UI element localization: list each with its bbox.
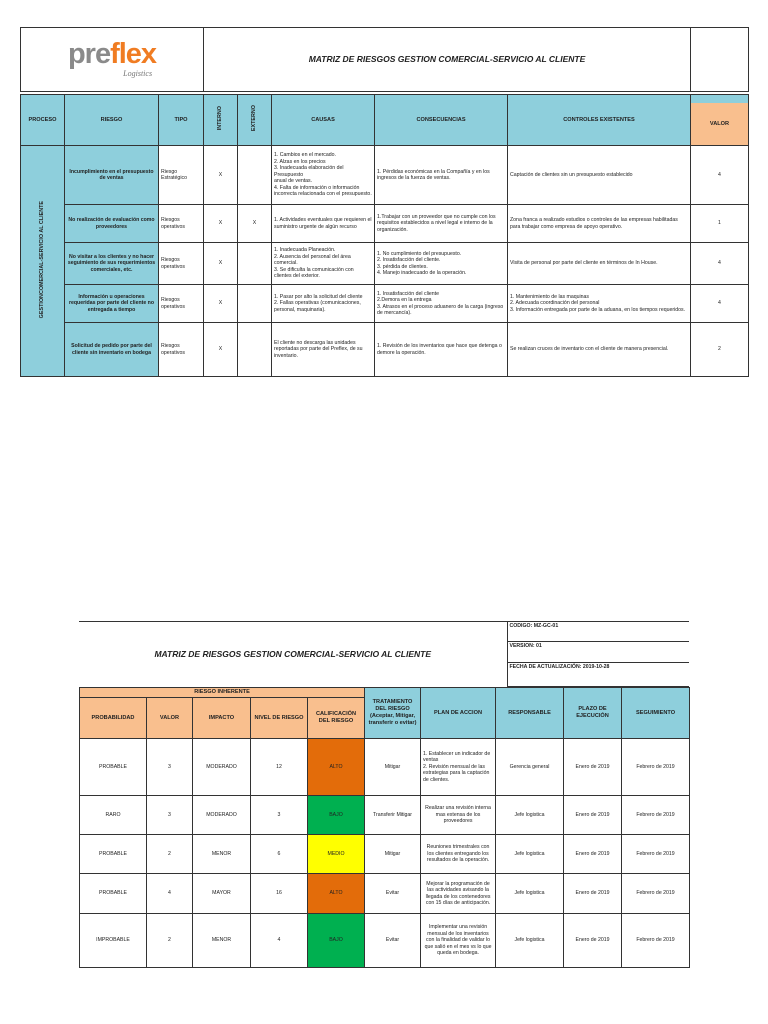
impacto-cell: MENOR — [193, 835, 251, 874]
header-consecuencias: CONSECUENCIAS — [375, 95, 508, 146]
plan-cell: 1. Establecer un indicador de ventas 2. Revisión mensual de las estrategias para la captación de clientes. — [421, 739, 496, 796]
consecuencias-cell: 1. Pérdidas económicas en la Compañía y en los ingresos de la fuerza de ventas. — [375, 146, 508, 205]
impacto-cell: MENOR — [193, 914, 251, 968]
tipo-cell: Riesgos operativos — [159, 323, 204, 377]
risk-table-2 — [79, 687, 690, 968]
controles-cell: Se realizan cruces de inventario con el cliente de manera presencial. — [508, 323, 691, 377]
externo-cell: X — [238, 205, 272, 243]
valor-cell: 2 — [147, 914, 193, 968]
externo-cell — [238, 323, 272, 377]
logo-cell — [21, 28, 204, 92]
nivel-cell: 3 — [251, 796, 308, 835]
seguimiento-cell: Febrero de 2019 — [622, 739, 690, 796]
probabilidad-cell: PROBABLE — [80, 835, 147, 874]
codigo-cell: CODIGO: MZ-GC-01 — [507, 622, 689, 642]
fecha-cell: FECHA DE ACTUALIZACIÓN: 2019-10-28 — [507, 663, 689, 687]
table-row — [21, 146, 749, 205]
impacto-cell: MODERADO — [193, 739, 251, 796]
header-tratamiento: TRATAMIENTO DEL RIESGO (Aceptar, Mitigar, transferir o evitar) — [365, 688, 421, 739]
valor-cell: 2 — [147, 835, 193, 874]
header-valor-label: VALOR — [691, 103, 748, 145]
header-probabilidad: PROBABILIDAD — [80, 698, 147, 739]
consecuencias-cell: 1.Trabajar con un proveedor que no cumple con los requisitos establecidos a nivel legal e interno de la organización. — [375, 205, 508, 243]
plazo-cell: Enero de 2019 — [564, 874, 622, 914]
header-causas: CAUSAS — [272, 95, 375, 146]
table-row — [80, 914, 690, 968]
plan-cell: Reuniones trimestrales con los clientes entregando los resultados de la operación. — [421, 835, 496, 874]
riesgo-cell: Solicitud de pedido por parte del cliente sin inventario en bodega — [65, 323, 159, 377]
second-header-table — [79, 621, 689, 687]
interno-cell: X — [204, 243, 238, 285]
header-tipo: TIPO — [159, 95, 204, 146]
header-interno — [204, 95, 238, 146]
calificacion-cell: ALTO — [308, 874, 365, 914]
tipo-cell: Riesgos operativos — [159, 285, 204, 323]
tratamiento-cell: Evitar — [365, 874, 421, 914]
calificacion-cell: MEDIO — [308, 835, 365, 874]
tratamiento-cell: Evitar — [365, 914, 421, 968]
valor-cell: 2 — [691, 323, 749, 377]
valor-cell: 4 — [147, 874, 193, 914]
plan-cell: Realizar una revisión interna mas extensa de los proveedores — [421, 796, 496, 835]
logo-subtitle: Logistics — [123, 69, 153, 78]
valor-cell: 3 — [147, 796, 193, 835]
responsable-cell: Gerencia general — [496, 739, 564, 796]
top-header-table — [20, 27, 749, 92]
nivel-cell: 4 — [251, 914, 308, 968]
table-row — [21, 323, 749, 377]
logo-flex: flex — [110, 38, 157, 70]
header-externo — [238, 95, 272, 146]
header-valor — [691, 95, 749, 146]
controles-cell: Visita de personal por parte del cliente en términos de In House. — [508, 243, 691, 285]
causas-cell: 1. Cambios en el mercado. 2. Alzas en los precios 3. Inadecuada elaboración del Presupuesto anual de ventas. 4. Falta de información o información incorrecta relacionada con el presupuesto. — [272, 146, 375, 205]
responsable-cell: Jefe logistica — [496, 835, 564, 874]
empty-header-cell — [691, 28, 749, 92]
responsable-cell: Jefe logistica — [496, 796, 564, 835]
valor-cell: 4 — [691, 243, 749, 285]
seguimiento-cell: Febrero de 2019 — [622, 796, 690, 835]
plan-cell: Mejorar la programación de las actividades avisando la llegada de los contenedores con 15 días de anticipación. — [421, 874, 496, 914]
probabilidad-cell: IMPROBABLE — [80, 914, 147, 968]
header-plan: PLAN DE ACCION — [421, 688, 496, 739]
interno-cell: X — [204, 323, 238, 377]
controles-cell: 1. Mantenimiento de las maquinas 2. Adecuada coordinación del personal 3. Información entregada por parte de la aduana, en los tiempos requeridos. — [508, 285, 691, 323]
proceso-label: GESTIONCOMERCIAL-SERVICIO AL CLIENTE — [39, 201, 46, 319]
second-title: MATRIZ DE RIESGOS GESTION COMERCIAL-SERVICIO AL CLIENTE — [79, 622, 507, 687]
riesgo-cell: Incumplimiento en el presupuesto de ventas — [65, 146, 159, 205]
table-row — [80, 874, 690, 914]
seguimiento-cell: Febrero de 2019 — [622, 835, 690, 874]
tipo-cell: Riesgo Estratégico — [159, 146, 204, 205]
responsable-cell: Jefe logistica — [496, 914, 564, 968]
riesgo-inherente-header: RIESGO INHERENTE — [80, 688, 365, 698]
logo-pre: pre — [67, 38, 111, 70]
plazo-cell: Enero de 2019 — [564, 796, 622, 835]
proceso-cell — [21, 146, 65, 377]
calificacion-cell: BAJO — [308, 914, 365, 968]
header-interno-label: INTERNO — [217, 106, 224, 131]
nivel-cell: 12 — [251, 739, 308, 796]
table-row — [80, 796, 690, 835]
riesgo-cell: No visitar a los clientes y no hacer seguimiento de sus requerimientos comerciales, etc. — [65, 243, 159, 285]
plazo-cell: Enero de 2019 — [564, 835, 622, 874]
plazo-cell: Enero de 2019 — [564, 739, 622, 796]
risk-table-1 — [20, 94, 749, 377]
causas-cell: El cliente no descarga las unidades reportadas por parte del Preflex, de su inventario. — [272, 323, 375, 377]
header-nivel: NIVEL DE RIESGO — [251, 698, 308, 739]
tratamiento-cell: Transferir Mitigar — [365, 796, 421, 835]
plan-cell: Implementar una revisión mensual de los inventarios con la finalidad de validar lo que salió en el mes vs lo que queda en bodega. — [421, 914, 496, 968]
tratamiento-cell: Mitigar — [365, 739, 421, 796]
header-proceso: PROCESO — [21, 95, 65, 146]
causas-cell: 1. Actividades eventuales que requieren el suministro urgente de algún recurso — [272, 205, 375, 243]
consecuencias-cell: 1. No cumplimiento del presupuesto. 2. Insatisfacción del cliente. 3. pérdida de clientes. 4. Manejo inadecuado de la operación. — [375, 243, 508, 285]
interno-cell: X — [204, 285, 238, 323]
seguimiento-cell: Febrero de 2019 — [622, 874, 690, 914]
controles-cell: Captación de clientes sin un presupuesto establecido — [508, 146, 691, 205]
valor-cell: 3 — [147, 739, 193, 796]
seguimiento-cell: Febrero de 2019 — [622, 914, 690, 968]
header-valor2: VALOR — [147, 698, 193, 739]
plazo-cell: Enero de 2019 — [564, 914, 622, 968]
table-row — [80, 835, 690, 874]
tratamiento-cell: Mitigar — [365, 835, 421, 874]
externo-cell — [238, 243, 272, 285]
valor-cell: 4 — [691, 285, 749, 323]
impacto-cell: MODERADO — [193, 796, 251, 835]
header-externo-label: EXTERNO — [251, 105, 258, 132]
header-calificacion: CALIFICACIÓN DEL RIESGO — [308, 698, 365, 739]
riesgo-cell: No realización de evaluación como proveedores — [65, 205, 159, 243]
header-plazo: PLAZO DE EJECUCIÓN — [564, 688, 622, 739]
causas-cell: 1. Pasar por alto la solicitud del cliente 2. Fallas operativas (comunicaciones, personal, maquinaria). — [272, 285, 375, 323]
probabilidad-cell: PROBABLE — [80, 874, 147, 914]
valor-cell: 4 — [691, 146, 749, 205]
causas-cell: 1. Inadecuada Planeación. 2. Ausencia del personal del área comercial. 3. Se dificulta la comunicación con clientes del exterior. — [272, 243, 375, 285]
header-controles: CONTROLES EXISTENTES — [508, 95, 691, 146]
riesgo-cell: Información u operaciones requeridas por parte del cliente no entregada a tiempo — [65, 285, 159, 323]
probabilidad-cell: RARO — [80, 796, 147, 835]
header-responsable: RESPONSABLE — [496, 688, 564, 739]
valor-cell: 1 — [691, 205, 749, 243]
preflex-logo — [68, 40, 156, 79]
table-row — [21, 243, 749, 285]
consecuencias-cell: 1. Revisión de los inventarios que hace que detenga o demore la operación. — [375, 323, 508, 377]
version-cell: VERSION: 01 — [507, 642, 689, 663]
calificacion-cell: BAJO — [308, 796, 365, 835]
interno-cell: X — [204, 205, 238, 243]
page-title: MATRIZ DE RIESGOS GESTION COMERCIAL-SERVICIO AL CLIENTE — [204, 28, 691, 92]
consecuencias-cell: 1. Insatisfacción del cliente 2.Demora en la entrega 3. Atrasos en el proceso aduanero de la carga (ingreso de mercancía). — [375, 285, 508, 323]
tipo-cell: Riesgos operativos — [159, 243, 204, 285]
impacto-cell: MAYOR — [193, 874, 251, 914]
interno-cell: X — [204, 146, 238, 205]
externo-cell — [238, 285, 272, 323]
header-impacto: IMPACTO — [193, 698, 251, 739]
header-riesgo: RIESGO — [65, 95, 159, 146]
calificacion-cell: ALTO — [308, 739, 365, 796]
nivel-cell: 6 — [251, 835, 308, 874]
responsable-cell: Jefe logistica — [496, 874, 564, 914]
externo-cell — [238, 146, 272, 205]
controles-cell: Zona franca a realizado estudios o controles de las empresas habilitadas para trabajar como empresa de apoyo operativo. — [508, 205, 691, 243]
table-row — [21, 205, 749, 243]
tipo-cell: Riesgos operativos — [159, 205, 204, 243]
nivel-cell: 16 — [251, 874, 308, 914]
table-row — [80, 739, 690, 796]
table-row — [21, 285, 749, 323]
probabilidad-cell: PROBABLE — [80, 739, 147, 796]
header-seguimiento: SEGUIMIENTO — [622, 688, 690, 739]
